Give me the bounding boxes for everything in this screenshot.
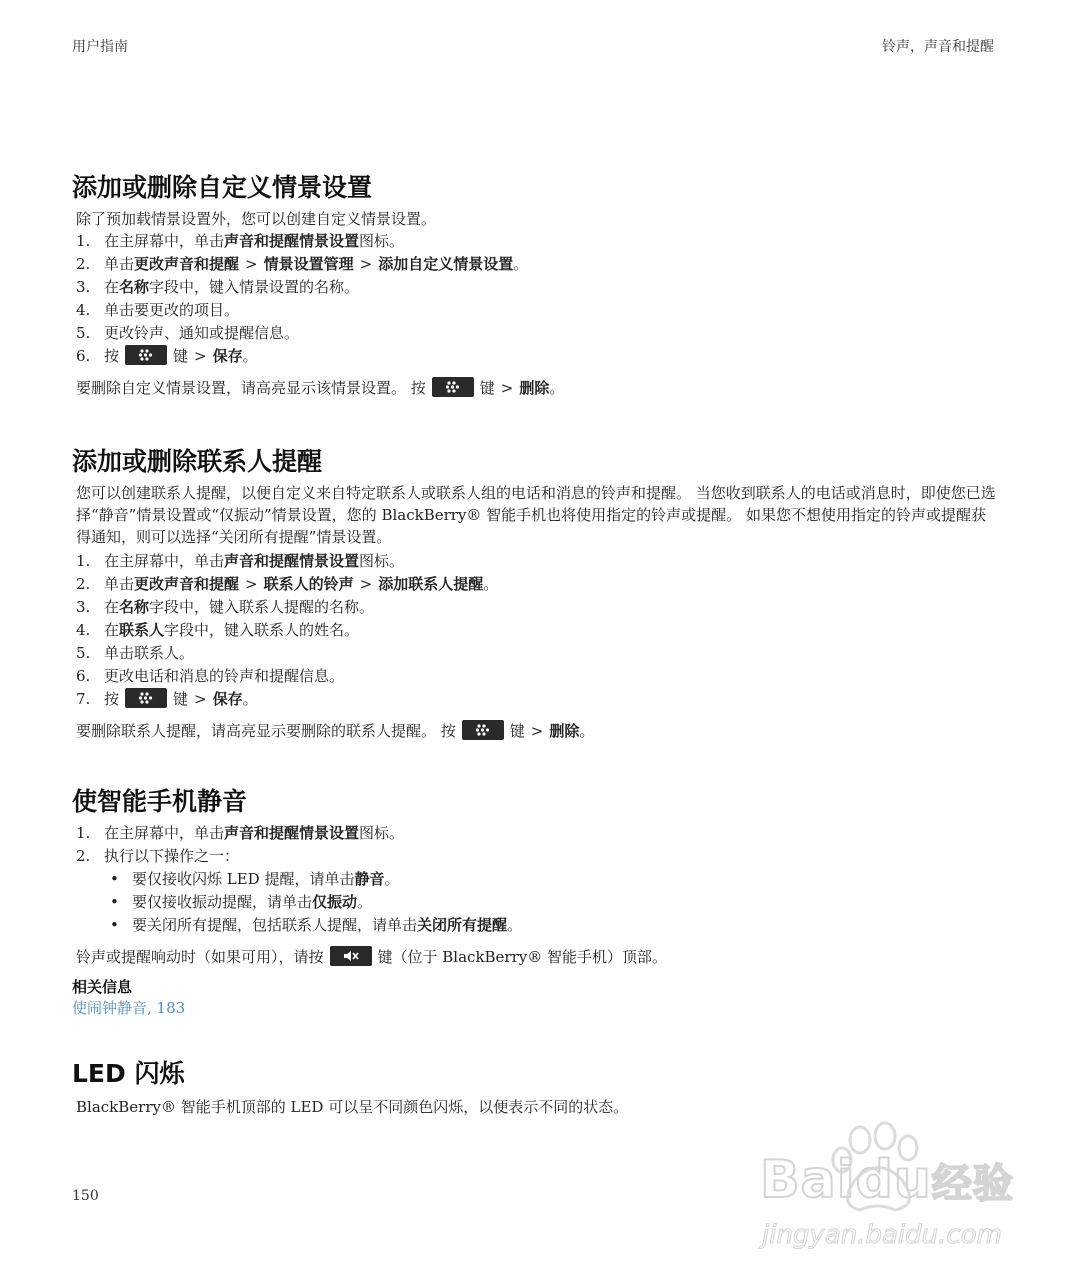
page-number: 150 [72,1188,99,1204]
blackberry-menu-key-icon [462,720,504,740]
blackberry-menu-key-icon [125,345,167,365]
steps-list [72,230,997,368]
list-item: 6. 按 键 > 保存。 [76,347,258,365]
section-intro: 除了预加载情景设置外，您可以创建自定义情景设置。 [76,210,437,228]
blackberry-menu-key-icon [125,688,167,708]
section-intro: BlackBerry® 智能手机顶部的 LED 可以呈不同颜色闪烁，以便表示不同的状态。 [76,1098,629,1116]
list-item: 1. 在主屏幕中，单击声音和提醒情景设置图标。 [76,232,405,250]
list-item: 4. 单击要更改的项目。 [76,301,240,319]
list-item: 4. 在联系人字段中，键入联系人的姓名。 [76,621,360,639]
list-item: • 要仅接收闪烁 LED 提醒，请单击静音。 [110,870,400,888]
section-mute-phone [72,786,997,1019]
steps-list [72,550,997,711]
watermark-brand: Bai [760,1150,856,1210]
note-text: 铃声或提醒响动时（如果可用），请按 键（位于 BlackBerry® 智能手机）顶部。 [76,948,668,966]
header-left: 用户指南 [72,39,128,55]
list-item: 2. 单击更改声音和提醒 > 情景设置管理 > 添加自定义情景设置。 [76,255,529,273]
section-custom-profile [72,172,997,400]
note-text: 要删除联系人提醒，请高亮显示要删除的联系人提醒。 按 键 > 删除。 [76,722,595,740]
watermark-brand2: du [855,1150,932,1210]
mute-key-icon [330,946,372,966]
list-item: 3. 在名称字段中，键入情景设置的名称。 [76,278,360,296]
list-item: 1. 在主屏幕中，单击声音和提醒情景设置图标。 [76,824,405,842]
section-contact-alert [72,446,997,743]
note-text: 要删除自定义情景设置，请高亮显示该情景设置。 按 键 > 删除。 [76,379,565,397]
section-title: 添加或删除自定义情景设置 [72,173,373,202]
related-info-heading: 相关信息 [72,978,133,996]
options-list [72,868,997,937]
list-item: 2. 执行以下操作之一： [76,847,240,865]
list-item: • 要仅接收振动提醒，请单击仅振动。 [110,893,373,911]
baidu-watermark [760,1120,1014,1270]
list-item: 3. 在名称字段中，键入联系人提醒的名称。 [76,598,375,616]
steps-list [72,822,997,868]
list-item: 2. 单击更改声音和提醒 > 联系人的铃声 > 添加联系人提醒。 [76,575,499,593]
section-intro: 您可以创建联系人提醒，以便自定义来自特定联系人或联系人组的电话和消息的铃声和提醒。 当您收到联系人的电话或消息时，即使您已选择“静音”情景设置或“仅振动”情景设置，您的 BlackBerry® 智能手机也将使用指定的铃声或提醒。 如果您不想使用指定的铃声或提醒获得通知，则可以选择“关闭所有提醒”情景设置。 [76,484,996,546]
section-title: LED 闪烁 [72,1059,185,1088]
list-item: 6. 更改电话和消息的铃声和提醒信息。 [76,667,345,685]
list-item: 5. 单击联系人。 [76,644,195,662]
blackberry-menu-key-icon [432,377,474,397]
header-right: 铃声，声音和提醒 [882,39,994,55]
list-item: • 要关闭所有提醒，包括联系人提醒，请单击关闭所有提醒。 [110,916,523,934]
section-title: 使智能手机静音 [72,787,248,816]
watermark-cn: 经验 [931,1161,1014,1207]
list-item: 1. 在主屏幕中，单击声音和提醒情景设置图标。 [76,552,405,570]
watermark-url: jingyan.baidu.com [762,1220,1002,1250]
section-title: 添加或删除联系人提醒 [72,447,323,476]
section-led-flash [72,1058,997,1118]
related-link[interactable]: 使闹钟静音, 183 [72,999,186,1017]
list-item: 5. 更改铃声、通知或提醒信息。 [76,324,300,342]
list-item: 7. 按 键 > 保存。 [76,690,258,708]
